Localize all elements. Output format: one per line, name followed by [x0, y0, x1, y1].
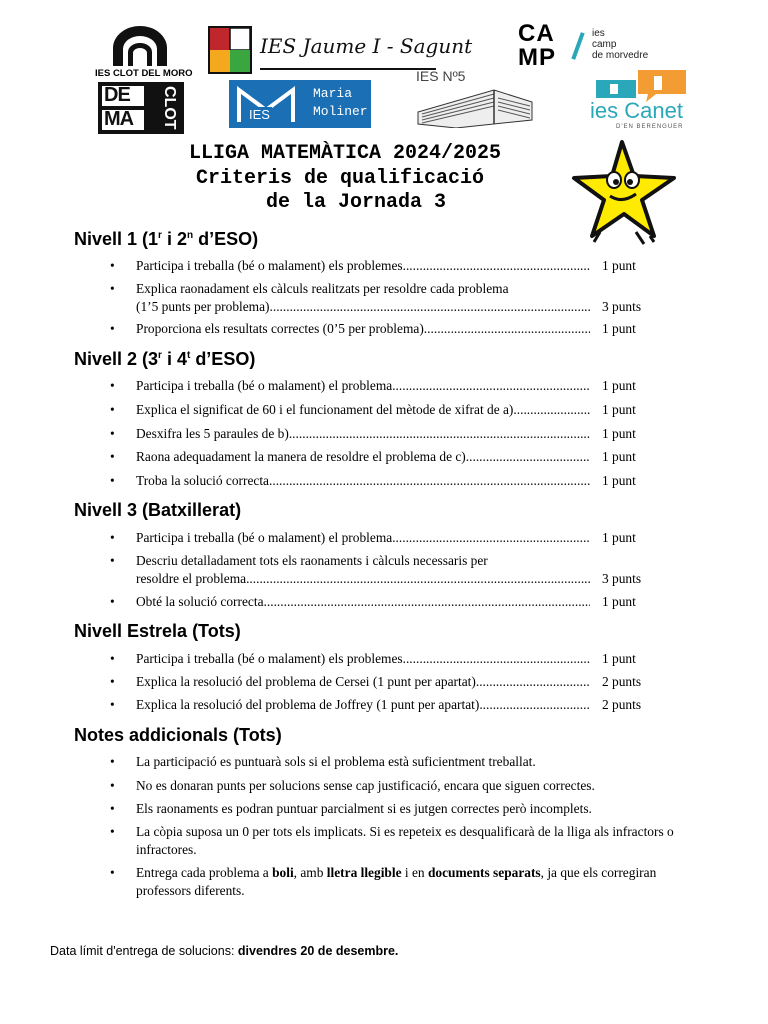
logo-maria-name1: Maria	[313, 86, 353, 101]
star-mascot-icon	[570, 138, 680, 246]
points-value: 3 punts	[602, 571, 642, 586]
page-title-line3: de la Jornada 3	[266, 191, 447, 214]
section-heading-nivell3: Nivell 3 (Batxillerat)	[74, 500, 242, 520]
deadline-date: divendres 20 de desembre.	[237, 944, 399, 958]
logo-maria-name2: Moliner	[313, 104, 368, 119]
points-value: 1 punt	[602, 258, 636, 273]
logo-canet	[590, 68, 694, 132]
section-heading-nivell2: Nivell 2 (3$^r$ i 4$^t$ d’ESO)	[74, 349, 256, 369]
points-value: 1 punt	[602, 530, 636, 545]
logo-camp-ies: ies	[592, 28, 605, 39]
logo-de-text: DE	[104, 84, 130, 106]
logo-clot-del-moro	[95, 22, 193, 84]
logo-ies-n5	[414, 68, 536, 130]
section-heading-estrela: Nivell Estrela (Tots)	[74, 621, 241, 641]
logo-maria-moliner	[229, 80, 371, 128]
points-value: 1 punt	[602, 378, 636, 393]
arch-icon	[95, 22, 185, 70]
logo-camp-camp: camp	[592, 39, 617, 50]
building-icon	[414, 84, 536, 128]
squares-icon	[208, 26, 252, 74]
points-value: 1 punt	[602, 594, 636, 609]
section-heading-nivell1: Nivell 1 (1$^r$ i 2$^n$ d’ESO)	[74, 229, 259, 249]
logo-camp	[514, 20, 664, 72]
logo-camp-morvedre: de morvedre	[592, 50, 649, 61]
speech-bubbles-icon	[590, 68, 694, 102]
logo-canet-sub: D'EN BERENGUER	[616, 124, 684, 130]
points-value: 1 punt	[602, 651, 636, 666]
logo-jaume-text: IES Jaume I - Sagunt	[260, 34, 473, 58]
logo-de-ma-clot	[98, 82, 184, 134]
points-value: 1 punt	[602, 426, 636, 441]
logo-canet-name: ies Canet	[590, 98, 683, 123]
deadline-footer	[50, 944, 398, 958]
logo-camp-mark1: CA	[518, 20, 555, 47]
logo-clot-del-moro-text: IES CLOT DEL MORO	[95, 68, 193, 79]
logo-ies-n5-text: IES Nº5	[416, 68, 466, 84]
points-value: 2 punts	[602, 697, 642, 712]
points-value: 1 punt	[602, 473, 636, 488]
section-heading-notes: Notes addicionals (Tots)	[74, 725, 282, 745]
logo-ma-text: MA	[104, 108, 134, 130]
logo-maria-ies: IES	[249, 107, 270, 122]
points-value: 3 punts	[602, 299, 642, 314]
points-value: 1 punt	[602, 402, 636, 417]
logo-clot-text: CLOT	[161, 86, 178, 130]
points-value: 2 punts	[602, 674, 642, 689]
page-title-line2: Criteris de qualificació	[196, 167, 485, 190]
points-value: 1 punt	[602, 449, 636, 464]
logo-camp-mark2: MP	[518, 44, 556, 71]
points-value: 1 punt	[602, 321, 636, 336]
page-title-line1: LLIGA MATEMÀTICA 2024/2025	[189, 142, 502, 165]
deadline-label: Data límit d'entrega de solucions:	[50, 944, 238, 958]
